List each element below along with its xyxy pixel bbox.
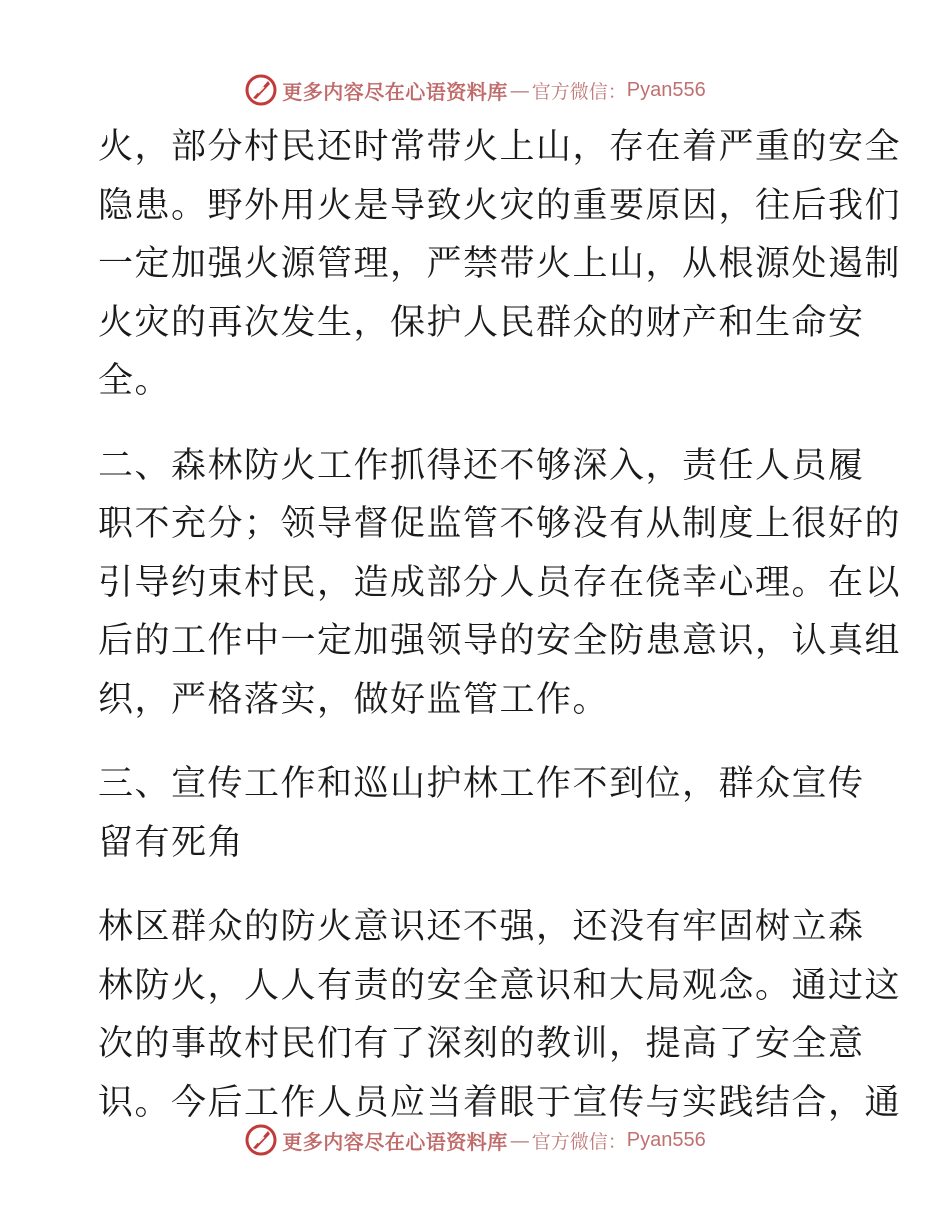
text-line: 织，严格落实，做好监管工作。 bbox=[98, 679, 610, 720]
banner-separator: — bbox=[509, 78, 530, 102]
header-banner bbox=[0, 72, 950, 108]
text-line: 次的事故村民们有了深刻的教训，提高了安全意 bbox=[98, 1024, 865, 1064]
paragraph-4 bbox=[98, 898, 902, 1132]
banner-separator: — bbox=[509, 1128, 530, 1152]
text-line: 三、宣传工作和巡山护林工作不到位，群众宣传 bbox=[98, 764, 865, 804]
wechat-label: 官方微信： bbox=[531, 1130, 627, 1153]
text-line: 识。今后工作人员应当着眼于宣传与实践结合，通 bbox=[98, 1082, 902, 1123]
text-line: 火，部分村民还时常带火上山，存在着严重的安全 bbox=[98, 127, 902, 167]
footer-banner bbox=[0, 1122, 950, 1158]
text-line: 全。 bbox=[98, 361, 172, 401]
document-body bbox=[98, 118, 902, 1132]
text-line: 引导约束村民，造成部分人员存在侥幸心理。在以 bbox=[98, 562, 902, 603]
wechat-label: 官方微信： bbox=[531, 80, 627, 103]
banner-text: 更多内容尽在心语资料库 bbox=[282, 1129, 508, 1154]
text-line: 隐患。野外用火是导致火灾的重要原因，往后我们 bbox=[98, 185, 902, 226]
text-line: 林区群众的防火意识还不强，还没有牢固树立森 bbox=[98, 907, 865, 947]
text-line: 火灾的再次发生，保护人民群众的财产和生命安 bbox=[98, 302, 865, 343]
quill-circle-logo-icon bbox=[244, 1123, 278, 1157]
banner-text: 更多内容尽在心语资料库 bbox=[282, 79, 508, 104]
quill-circle-logo-icon bbox=[244, 73, 278, 107]
text-line: 职不充分；领导督促监管不够没有从制度上很好的 bbox=[98, 504, 902, 544]
paragraph-gap bbox=[98, 411, 858, 437]
paragraph-3 bbox=[98, 755, 865, 872]
paragraph-2 bbox=[98, 437, 902, 730]
text-line: 林防火，人人有责的安全意识和大局观念。通过这 bbox=[98, 965, 902, 1006]
paragraph-gap bbox=[98, 729, 858, 755]
paragraph-gap bbox=[98, 872, 858, 898]
text-line: 留有死角 bbox=[98, 822, 245, 863]
text-line: 后的工作中一定加强领导的安全防患意识，认真组 bbox=[98, 621, 902, 661]
paragraph-1 bbox=[98, 118, 902, 411]
text-line: 一定加强火源管理，严禁带火上山，从根源处遏制 bbox=[98, 244, 902, 284]
wechat-id: Pyan556 bbox=[626, 78, 706, 101]
text-line: 二、森林防火工作抓得还不够深入，责任人员履 bbox=[98, 445, 865, 486]
wechat-id: Pyan556 bbox=[626, 1128, 706, 1151]
